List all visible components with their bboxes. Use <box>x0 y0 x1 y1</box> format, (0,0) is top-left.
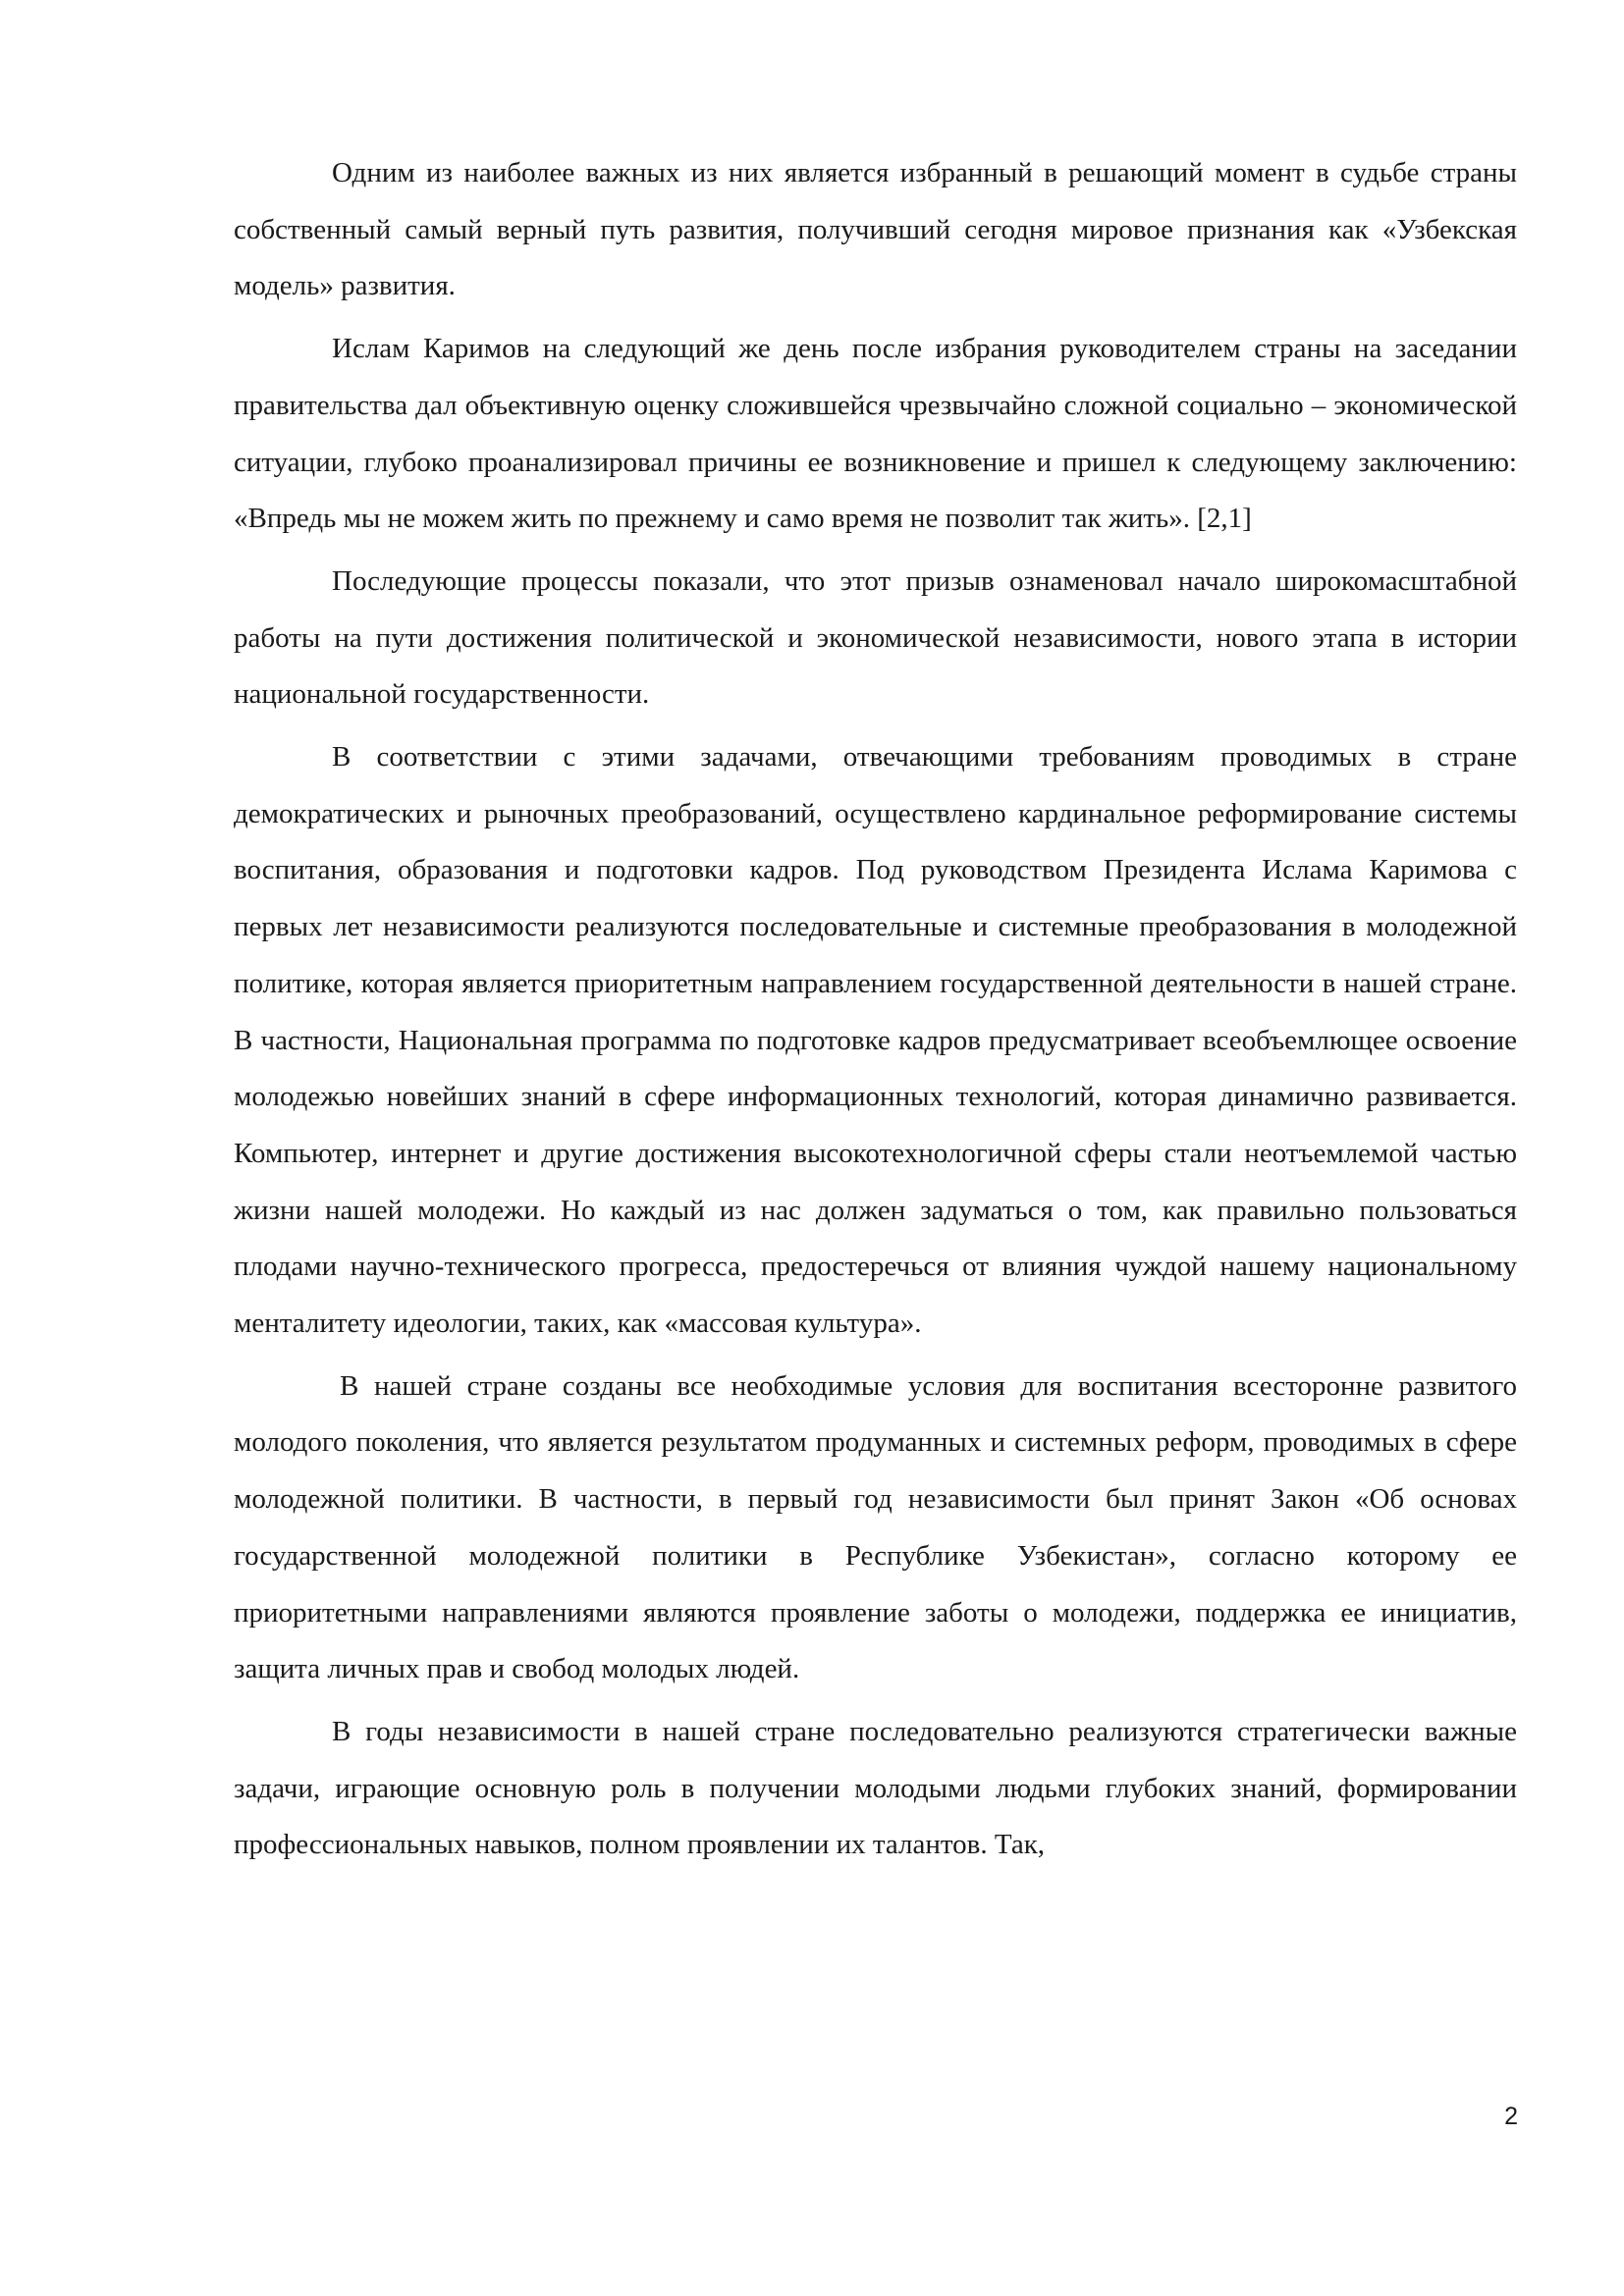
paragraph-1: Одним из наиболее важных из них является избранный в решающий момент в судьбе страны собственный самый верный путь развития, получивший сегодня мировое признания как «Узбекская модель» развития. <box>234 157 1517 302</box>
paragraph-6: В годы независимости в нашей стране последовательно реализуются стратегически важные задачи, играющие основную роль в получении молодыми людьми глубоких знаний, формировании профессиональных навыков, полном проявлении их талантов. Так, <box>234 1715 1517 1861</box>
paragraph-3: Последующие процессы показали, что этот призыв ознаменовал начало широкомасштабной работы на пути достижения политической и экономической независимости, нового этапа в истории национальной государственности. <box>234 564 1517 711</box>
page-number: 2 <box>1504 2103 1518 2130</box>
paragraph-5: В нашей стране созданы все необходимые условия для воспитания всесторонне развитого молодого поколения, что является результатом продуманных и системных реформ, проводимых в сфере молодежной политики. В частности, в первый год независимости был принят Закон «Об основах государственной молодежной политики в Республике Узбекистан», согласно которому ее приоритетными направлениями являются проявление заботы о молодежи, поддержка ее инициатив, защита личных прав и свобод молодых людей. <box>234 1369 1517 1685</box>
paragraph-2: Ислам Каримов на следующий же день после избрания руководителем страны на заседании правительства дал объективную оценку сложившейся чрезвычайно сложной социально – экономической ситуации, глубоко проанализировал причины ее возникновение и пришел к следующему заключению: «Впредь мы не можем жить по прежнему и само время не позволит так жить». [2,1] <box>234 333 1517 535</box>
paragraph-4: В соответствии с этими задачами, отвечающими требованиям проводимых в стране демократических и рыночных преобразований, осуществлено кардинальное реформирование системы воспитания, образования и подготовки кадров. Под руководством Президента Ислама Каримова с первых лет независимости реализуются последовательные и системные преобразования в молодежной политике, которая является приоритетным направлением государственной деятельности в нашей стране. В частности, Национальная программа по подготовке кадров предусматривает всеобъемлющее освоение молодежью новейших знаний в сфере информационных технологий, которая динамично развивается. Компьютер, интернет и другие достижения высокотехнологичной сферы стали неотъемлемой частью жизни нашей молодежи. Но каждый из нас должен задуматься о том, как правильно пользоваться плодами научно-технического прогресса, предостеречься от влияния чуждой нашему национальному менталитету идеологии, таких, как «массовая культура». <box>234 741 1517 1340</box>
body-text <box>234 145 1517 1880</box>
